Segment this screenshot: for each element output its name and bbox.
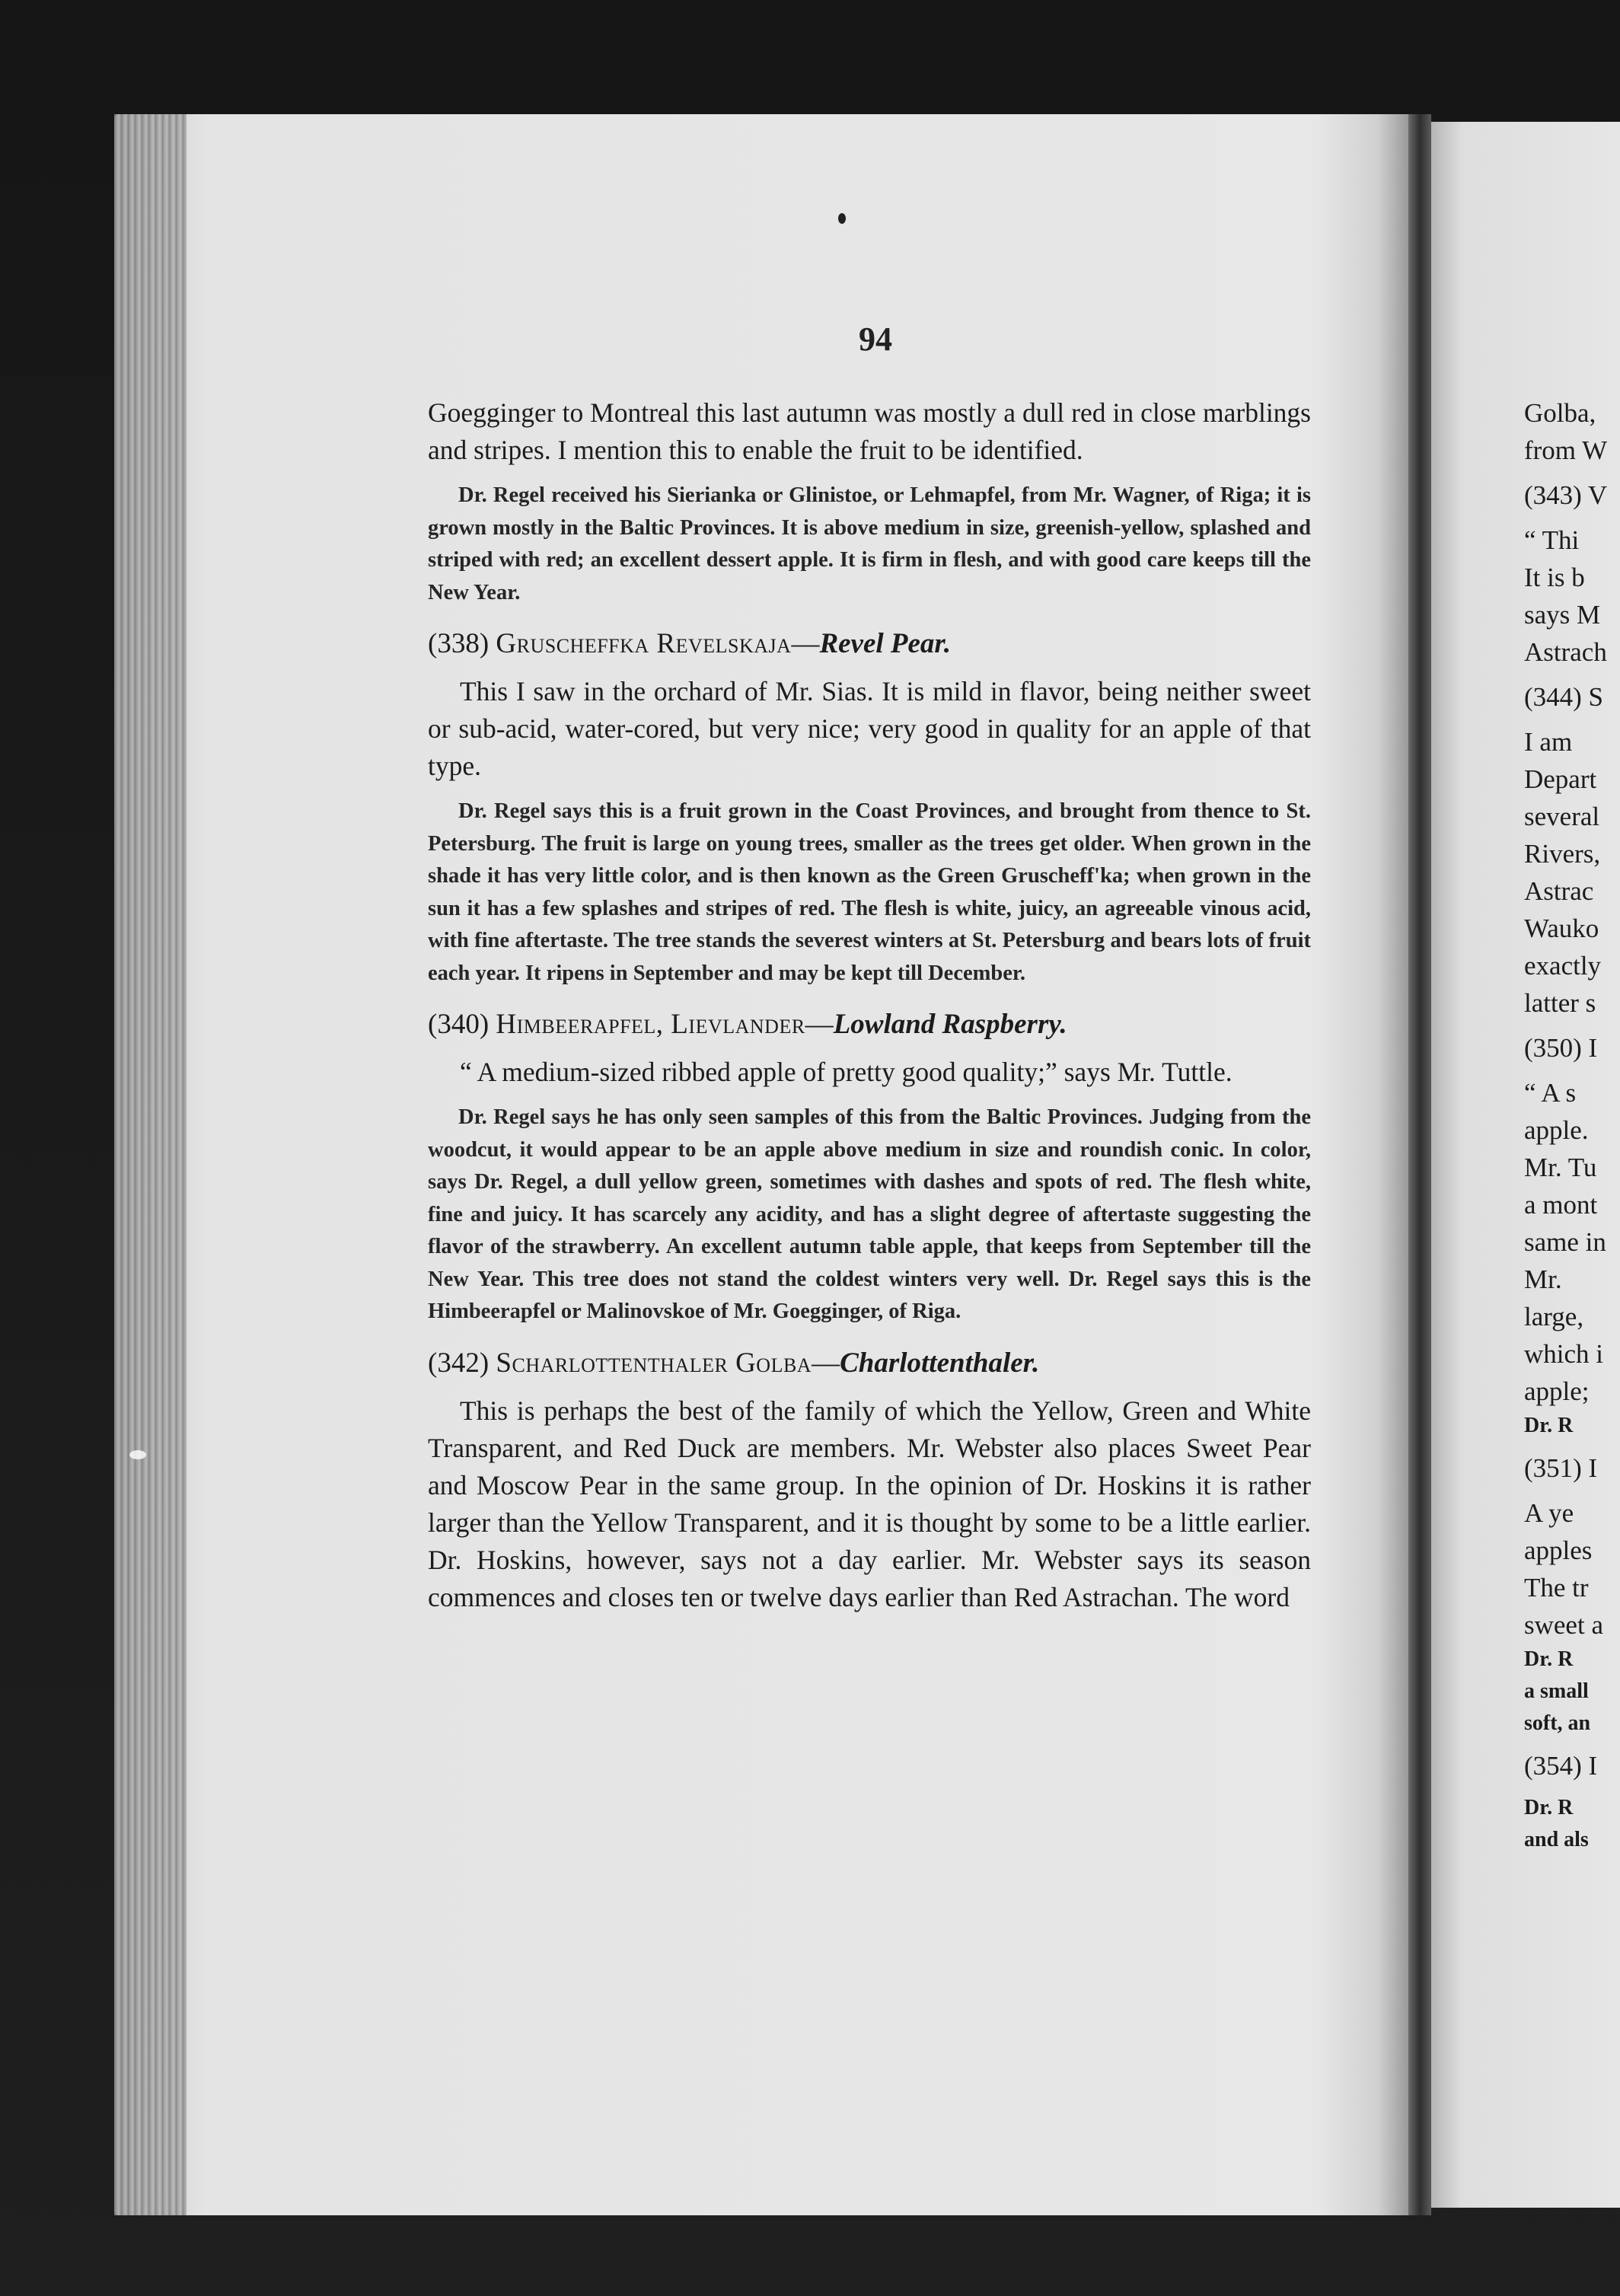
paragraph: Goegginger to Montreal this last autumn was mostly a dull red in close marblings and stripes. I mention this to enable the fruit to be identified.: [428, 397, 1311, 465]
entry-number: (338): [428, 628, 490, 659]
entry-description: This is perhaps the best of the family of which the Yellow, Green and White Transparent, and Red Duck are members. Mr. Webster also places Sweet Pear and Moscow Pear in the same group. In the opinion of Dr. Hoskins it is rather larger than the Yellow Transparent, and it is thought by some to be a little earlier. Dr. Hoskins, however, says not a day earlier. Mr. Webster says its season commences and closes ten or twelve days earlier than Red Astrachan. The word: [428, 1395, 1311, 1612]
right-page-line: Mr.: [1524, 1264, 1562, 1294]
page-number: 94: [859, 320, 892, 358]
entry-description: “ A medium-sized ribbed apple of pretty good quality;” says Mr. Tuttle.: [460, 1057, 1233, 1087]
entry-description: This I saw in the orchard of Mr. Sias. It is mild in flavor, being neither sweet or sub-acid, water-cored, but very nice; very good in quality for an apple of that type.: [428, 676, 1311, 781]
right-page-line: Dr. R: [1524, 1414, 1574, 1437]
right-page-fragments: [1524, 394, 1620, 1856]
ink-dot: [838, 213, 846, 224]
entry-english-name: Revel Pear.: [819, 628, 952, 659]
entry-english-name: Lowland Raspberry.: [833, 1009, 1067, 1040]
right-page-line: Depart: [1524, 764, 1597, 794]
book-gutter: [1408, 114, 1431, 2215]
right-page-line: which i: [1524, 1339, 1604, 1369]
entry-english-name: Charlottenthaler.: [840, 1347, 1040, 1379]
right-page-line: sweet a: [1524, 1610, 1603, 1640]
right-page-line: Astrach: [1524, 637, 1607, 667]
right-page-line: It is b: [1524, 563, 1585, 592]
right-page-line: large,: [1524, 1302, 1584, 1331]
entry-heading: (338) Gruscheffka Revelskaja—Revel Pear.: [428, 628, 952, 659]
right-page-line: (343) V: [1524, 480, 1608, 510]
right-page-line: from W: [1524, 435, 1608, 465]
right-page-line: (351) I: [1524, 1453, 1598, 1483]
right-page-line: says M: [1524, 600, 1601, 630]
right-page-line: (350) I: [1524, 1033, 1598, 1063]
entry-number: (340): [428, 1009, 490, 1040]
right-page-line: same in: [1524, 1227, 1606, 1257]
right-page-line: apple;: [1524, 1376, 1590, 1406]
right-page-line: Rivers,: [1524, 839, 1601, 869]
entry-note: Dr. Regel says he has only seen samples of this from the Baltic Provinces. Judging from the woodcut, it would appear to be an apple above medium in size and roundish conic. In color, says Dr. Regel, a dull yellow green, sometimes with dashes and spots of red. The flesh white, fine and juicy. It has scarcely any acidity, and has a slight degree of aftertaste suggesting the flavor of the strawberry. An excellent autumn table apple, that keeps from September till the New Year. This tree does not stand the coldest winters very well. Dr. Regel says this is the Himbeerapfel or Malinovskoe of Mr. Goegginger, of Riga.: [428, 1105, 1311, 1323]
right-page-line: The tr: [1524, 1573, 1589, 1602]
right-page-line: Golba,: [1524, 398, 1596, 428]
right-page-line: a mont: [1524, 1190, 1598, 1220]
right-page-line: I am: [1524, 727, 1573, 757]
right-page-line: Wauko: [1524, 914, 1599, 943]
entry-number: (342): [428, 1347, 490, 1379]
entry-heading: (340) Himbeerapfel, Lievlander—Lowland Raspberry.: [428, 1009, 1067, 1040]
text-column: [428, 394, 1311, 1627]
entry-heading: (342) Scharlottenthaler Golba—Charlottenthaler.: [428, 1347, 1040, 1379]
right-page-line: A ye: [1524, 1498, 1574, 1528]
right-page-line: soft, an: [1524, 1711, 1591, 1735]
entry-russian-name: Himbeerapfel, Lievlander: [496, 1009, 805, 1040]
right-page-line: Dr. R: [1524, 1796, 1574, 1819]
note-paragraph: Dr. Regel received his Sierianka or Glinistoe, or Lehmapfel, from Mr. Wagner, of Riga; it is grown mostly in the Baltic Provinces. It is above medium in size, greenish-yellow, splashed and striped with red; an excellent dessert apple. It is firm in flesh, and with good care keeps till the New Year.: [428, 483, 1311, 604]
right-page-line: latter s: [1524, 988, 1596, 1018]
right-page-line: apple.: [1524, 1115, 1589, 1145]
right-page-line: apples: [1524, 1535, 1593, 1565]
right-page-line: “ A s: [1524, 1078, 1577, 1108]
entry-russian-name: Gruscheffka Revelskaja: [496, 628, 792, 659]
scan-speck: [129, 1450, 146, 1459]
page-edges: [114, 114, 187, 2215]
right-page-line: “ Thi: [1524, 525, 1580, 555]
right-page-line: and als: [1524, 1828, 1589, 1851]
right-page-line: several: [1524, 802, 1600, 831]
right-page-line: exactly: [1524, 951, 1602, 981]
right-page-line: Dr. R: [1524, 1647, 1574, 1671]
right-page-line: (354) I: [1524, 1751, 1598, 1781]
right-page-line: (344) S: [1524, 682, 1604, 712]
right-page-line: Astrac: [1524, 876, 1594, 906]
entry-note: Dr. Regel says this is a fruit grown in the Coast Provinces, and brought from thence to St. Petersburg. The fruit is large on young trees, smaller as the trees get older. When grown in the shade it has very little color, and is then known as the Green Gruscheff'ka; when grown in the sun it has a few splashes and stripes of red. The flesh is white, juicy, an agreeable vinous acid, with fine aftertaste. The tree stands the severest winters at St. Petersburg and bears lots of fruit each year. It ripens in September and may be kept till December.: [428, 799, 1311, 985]
right-page-line: a small: [1524, 1679, 1589, 1703]
entry-russian-name: Scharlottenthaler Golba: [496, 1347, 812, 1379]
right-page-line: Mr. Tu: [1524, 1153, 1597, 1182]
